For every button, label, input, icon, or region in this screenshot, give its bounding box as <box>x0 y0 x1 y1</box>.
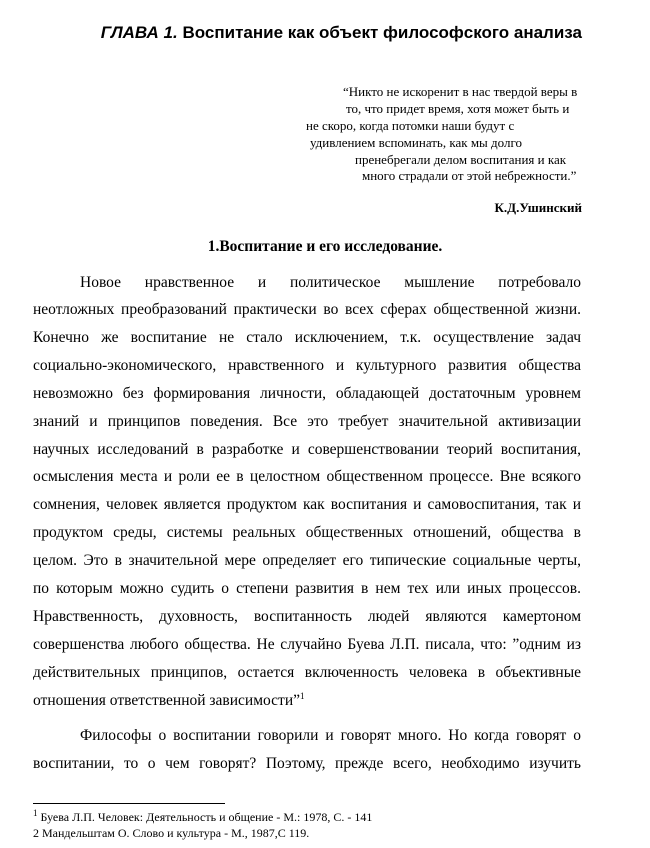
chapter-title: Воспитание как объект философского анализа <box>182 23 582 42</box>
paragraph-line: совершенства любого общества. Не случайно Буева Л.П. писала, что: ”одним из <box>33 636 581 653</box>
paragraph-line: продуктом среды, системы реальных общественных отношений, общества в <box>33 524 581 541</box>
paragraph-line: целом. Это в значительной мере определяет его типические социальные черты, <box>33 552 581 569</box>
epigraph-line: удивлением вспоминать, как мы долго <box>310 135 522 150</box>
paragraph-line: осмысления места и роли ее в целостном общественном процессе. Вне всякого <box>33 468 581 485</box>
paragraph-line: воспитании, то о чем говорят? Поэтому, прежде всего, необходимо изучить <box>33 755 581 772</box>
footnote-number: 1 <box>33 808 38 818</box>
paragraph-line: Конечно же воспитание не стало исключением, т.к. осуществление задач <box>33 329 581 346</box>
paragraph-line: Нравственность, духовность, воспитанность людей являются камертоном <box>33 608 581 625</box>
paragraph-line: Философы о воспитании говорили и говорят много. Но когда говорят о <box>80 727 581 744</box>
footnote-separator <box>33 803 225 804</box>
paragraph-line: знаний и принципов поведения. Все это требует значительной активизации <box>33 413 581 430</box>
footnote-text: 2 Мандельштам О. Слово и культура - М., 1987,С 119. <box>33 826 310 840</box>
paragraph-line: невозможно без формирования личности, обладающей достаточным уровнем <box>33 385 581 402</box>
paragraph-line: социально-экономического, нравственного и культурного развития общества <box>33 357 581 374</box>
footnote-1 <box>33 810 372 825</box>
paragraph-line-last <box>33 692 581 710</box>
epigraph-line: то, что придет время, хотя может быть и <box>346 101 570 116</box>
epigraph-line: пренебрегали делом воспитания и как <box>355 152 567 167</box>
paragraph-line: Новое нравственное и политическое мышление потребовало <box>80 274 581 291</box>
epigraph-line: не скоро, когда потомки наши будут с <box>306 118 515 133</box>
paragraph-text: отношения ответственной зависимости” <box>33 692 300 709</box>
epigraph-author: К.Д.Ушинский <box>494 200 582 215</box>
paragraph-line: сомнения, человек является продуктом как воспитания и самовоспитания, так и <box>33 496 581 513</box>
epigraph-line: “Никто не искоренит в нас твердой веры в <box>343 84 578 99</box>
epigraph-line: много страдали от этой небрежности.” <box>362 168 577 183</box>
paragraph-line: научных исследований в разработке и совершенствовании теорий воспитания, <box>33 441 581 458</box>
chapter-heading <box>101 23 582 43</box>
paragraph-line: по которым можно судить о степени развития в нем тех или иных процессов. <box>33 580 581 597</box>
footnote-text: Буева Л.П. Человек: Деятельность и общение - М.: 1978, С. - 141 <box>37 810 373 824</box>
chapter-label: ГЛАВА 1. <box>100 23 178 42</box>
section-title: 1.Воспитание и его исследование. <box>207 238 443 255</box>
footnote-ref[interactable]: 1 <box>300 690 305 701</box>
paragraph-line: действительных принципов, остается включенность человека в объективные <box>33 664 581 681</box>
footnote-2 <box>33 826 309 841</box>
paragraph-line: неотложных преобразований практически во всех сферах общественной жизни. <box>33 301 581 318</box>
